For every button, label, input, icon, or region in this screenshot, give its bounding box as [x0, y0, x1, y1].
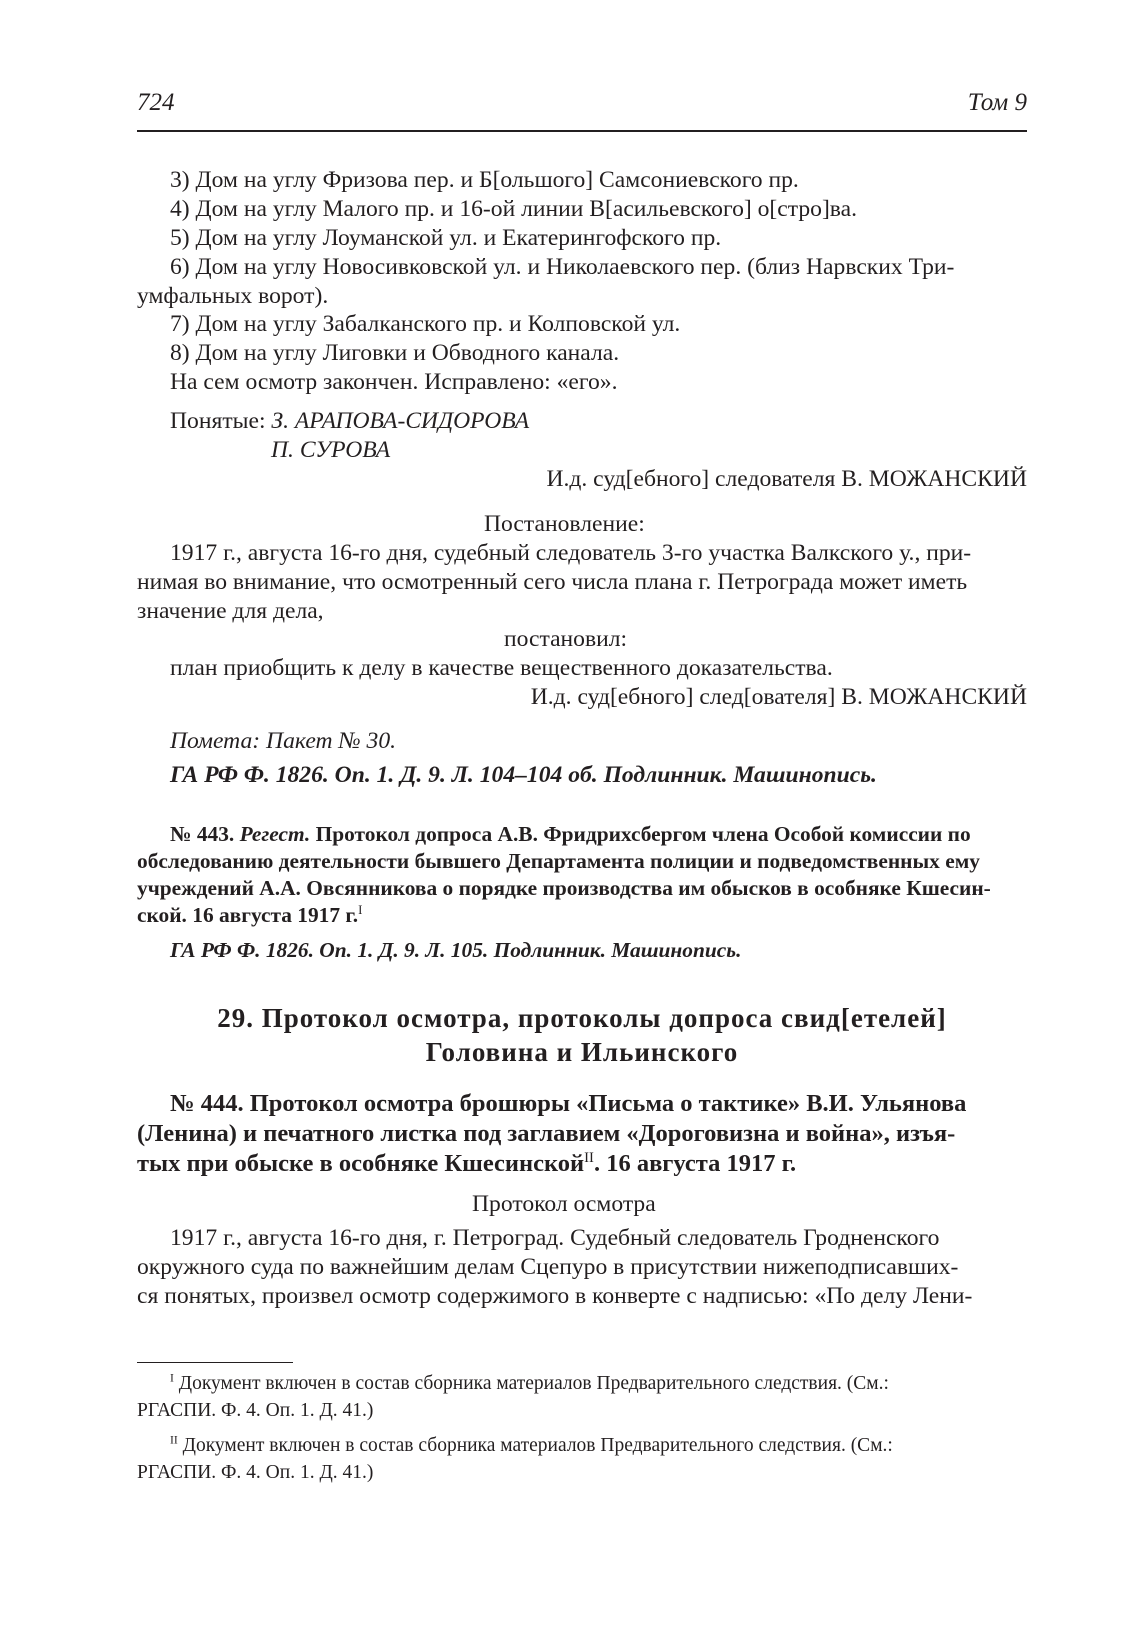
paragraph-line: 1917 г., августа 16-го дня, судебный следователь 3-го участка Валкского у., при-	[170, 540, 972, 566]
regest-text: ской. 16 августа 1917 г.	[137, 903, 359, 927]
footnote	[170, 1370, 889, 1397]
doc-number: № 443.	[170, 822, 240, 846]
regest-line	[170, 820, 971, 848]
regest-text: Протокол допроса А.В. Фридрихсбергом члена Особой комиссии по	[310, 822, 971, 846]
header-rule	[137, 130, 1027, 132]
list-item-continuation: умфальных ворот).	[137, 283, 329, 309]
title-text: тых при обыске в особняке Кшесинской	[137, 1150, 585, 1177]
document-title: № 444. Протокол осмотра брошюры «Письма о тактике» В.И. Ульянова	[170, 1090, 967, 1117]
regest-line: учреждений А.А. Овсянникова о порядке производства им обысков в особняке Кшесин-	[137, 876, 991, 900]
volume-label: Том 9	[967, 89, 1027, 116]
note: Помета: Пакет № 30.	[170, 728, 397, 754]
paragraph-line: нимая во внимание, что осмотренный сего числа плана г. Петрограда может иметь	[137, 569, 968, 595]
page-number: 724	[137, 89, 175, 116]
witnesses-label: Понятые:	[170, 408, 272, 434]
footnote-rule	[137, 1362, 293, 1363]
footnote-ref: I	[358, 902, 363, 917]
section-heading: 29. Протокол осмотра, протоколы допроса свид[етелей]	[217, 1003, 947, 1033]
footnote-mark: II	[170, 1433, 178, 1447]
footnote-mark: I	[170, 1371, 174, 1385]
regest-line: обследованию деятельности бывшего Департамента полиции и подведомственных ему	[137, 849, 980, 873]
archive-reference: ГА РФ Ф. 1826. Оп. 1. Д. 9. Л. 105. Подлинник. Машинопись.	[170, 938, 742, 962]
protocol-title: Протокол осмотра	[472, 1191, 656, 1217]
resolution-decision: план приобщить к делу в качестве вещественного доказательства.	[170, 655, 833, 681]
signature: И.д. суд[ебного] след[ователя] В. МОЖАНСКИЙ	[530, 684, 1027, 710]
list-item: 3) Дом на углу Фризова пер. и Б[ольшого] Самсониевского пр.	[170, 167, 799, 193]
witness-name: П. СУРОВА	[271, 437, 391, 463]
section-heading: Головина и Ильинского	[425, 1037, 739, 1067]
witnesses-line	[170, 407, 529, 436]
footnote-text: РГАСПИ. Ф. 4. Оп. 1. Д. 41.)	[137, 1462, 374, 1483]
document-title: (Ленина) и печатного листка под заглавием «Дороговизна и война», изъя-	[137, 1120, 956, 1147]
doc-kind: Регест.	[239, 822, 311, 846]
footnote-text: Документ включен в состав сборника материалов Предварительного следствия. (См.:	[177, 1435, 893, 1456]
witness-name: З. АРАПОВА-СИДОРОВА	[271, 408, 530, 434]
footnote-text: Документ включен в состав сборника материалов Предварительного следствия. (См.:	[173, 1373, 889, 1394]
regest-line	[137, 901, 362, 929]
footnote-text: РГАСПИ. Ф. 4. Оп. 1. Д. 41.)	[137, 1400, 374, 1421]
paragraph-line: значение для дела,	[137, 598, 324, 624]
archive-reference: ГА РФ Ф. 1826. Оп. 1. Д. 9. Л. 104–104 об. Подлинник. Машинопись.	[170, 762, 877, 788]
paragraph-line: ся понятых, произвел осмотр содержимого в конверте с надписью: «По делу Лени-	[137, 1283, 973, 1309]
list-item: 4) Дом на углу Малого пр. и 16-ой линии В[асильевского] о[стро]ва.	[170, 196, 857, 222]
resolution-title: Постановление:	[484, 511, 645, 537]
document-title	[137, 1149, 796, 1179]
paragraph-line: окружного суда по важнейшим делам Сцепуро в присутствии нижеподписавших-	[137, 1254, 959, 1280]
closing-line: На сем осмотр закончен. Исправлено: «его».	[170, 369, 618, 395]
signature: И.д. суд[ебного] следователя В. МОЖАНСКИЙ	[546, 466, 1027, 492]
footnote	[170, 1432, 893, 1459]
title-text: . 16 августа 1917 г.	[593, 1150, 797, 1177]
footnote-ref: II	[584, 1149, 594, 1166]
list-item: 6) Дом на углу Новосивковской ул. и Николаевского пер. (близ Нарвских Три-	[170, 254, 955, 280]
list-item: 5) Дом на углу Лоуманской ул. и Екатерингофского пр.	[170, 225, 722, 251]
list-item: 7) Дом на углу Забалканского пр. и Колповской ул.	[170, 311, 681, 337]
resolution-decided: постановил:	[504, 626, 628, 652]
paragraph-line: 1917 г., августа 16-го дня, г. Петроград. Судебный следователь Гродненского	[170, 1225, 940, 1251]
list-item: 8) Дом на углу Лиговки и Обводного канала.	[170, 340, 620, 366]
